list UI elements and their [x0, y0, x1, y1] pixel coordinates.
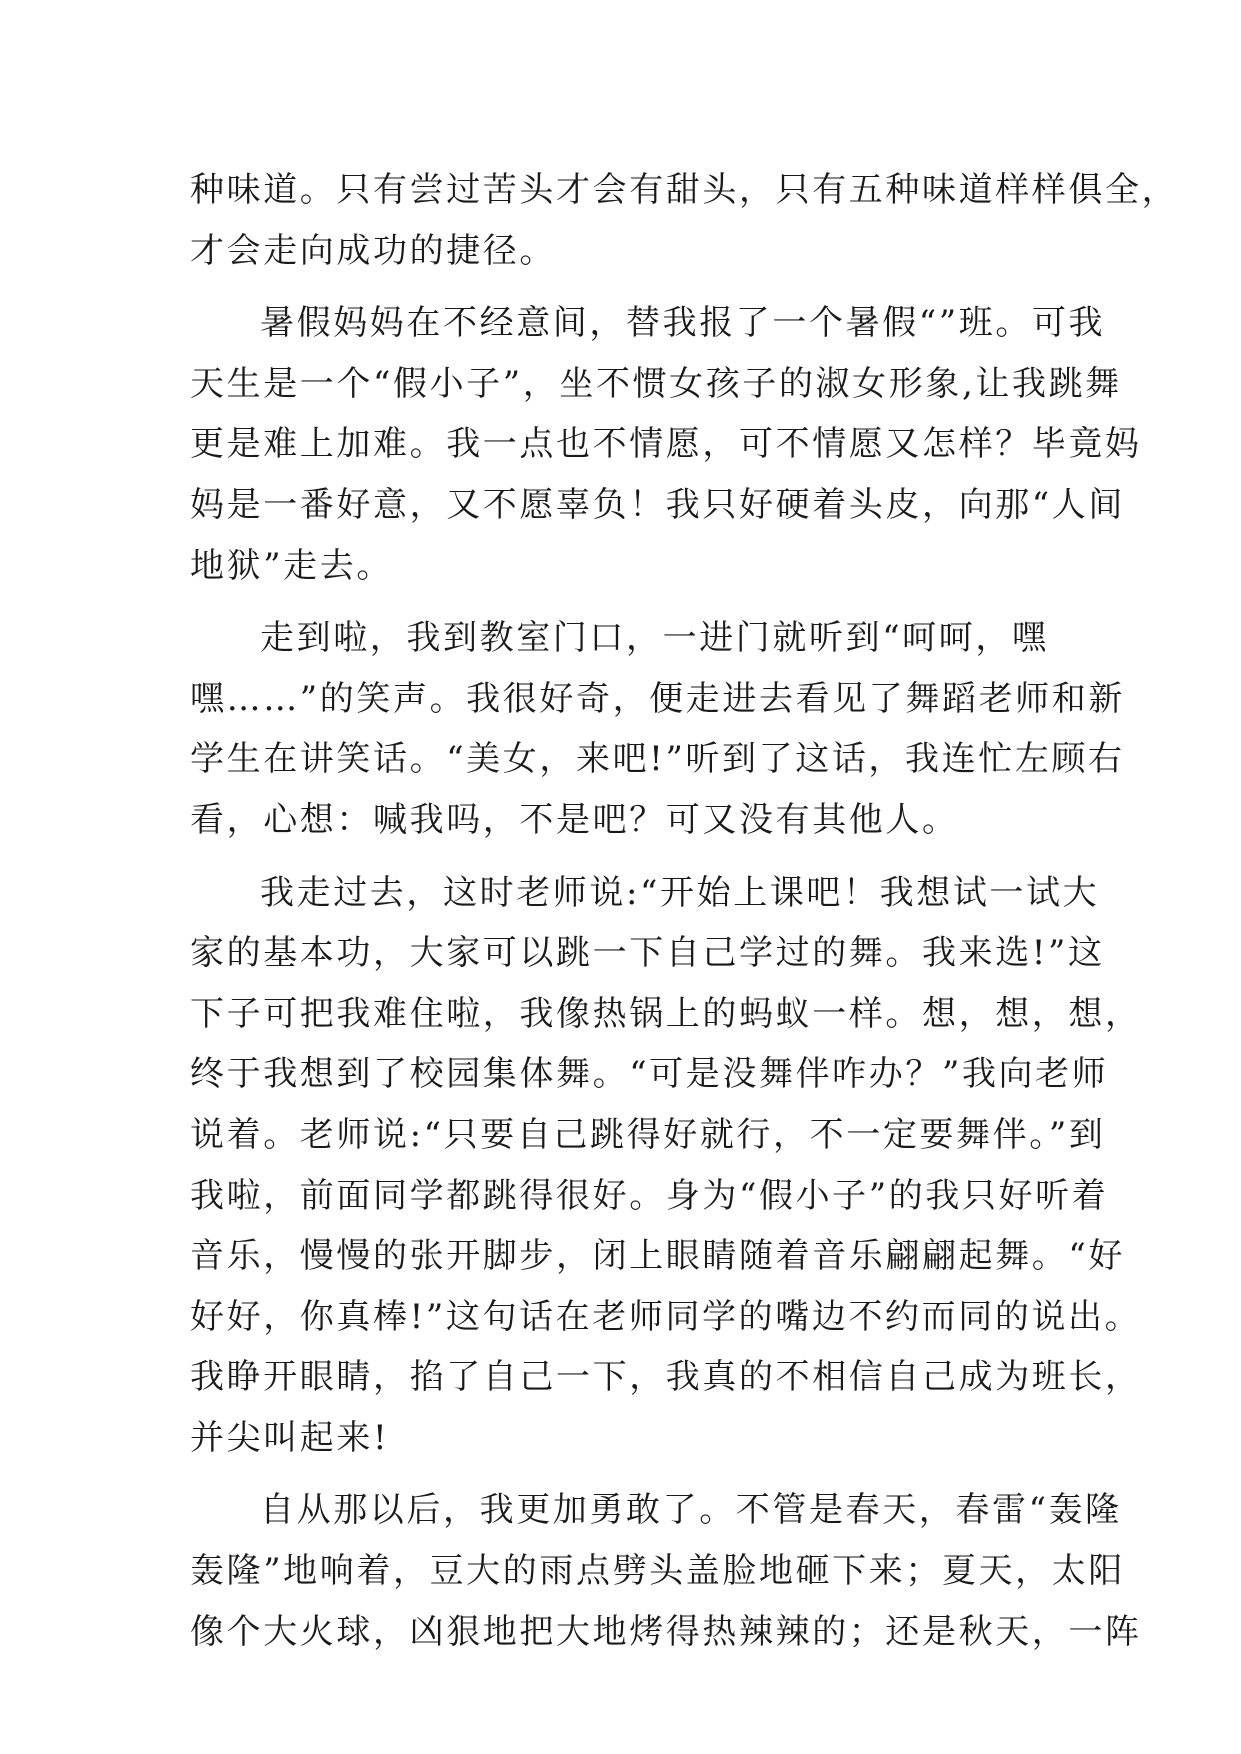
text-line: 家的基本功，大家可以跳一下自己学过的舞。我来选!”这 [190, 933, 1105, 974]
paragraph-gap [190, 281, 1070, 293]
text-line: 看，心想：喊我吗，不是吧？可又没有其他人。 [190, 799, 959, 840]
text-line: 我睁开眼睛，掐了自己一下，我真的不相信自己成为班长， [190, 1357, 1142, 1398]
paragraph-gap [190, 1468, 1070, 1480]
text-line: 音乐，慢慢的张开脚步，闭上眼睛随着音乐翩翩起舞。“好 [190, 1236, 1125, 1277]
text-line: 地狱”走去。 [190, 545, 393, 586]
text-line: 像个大火球，凶狠地把大地烤得热辣辣的；还是秋天，一阵 [190, 1611, 1142, 1652]
text-line: 终于我想到了校园集体舞。“可是没舞伴咋办？”我向老师 [190, 1054, 1109, 1095]
text-line: 嘿……”的笑声。我很好奇，便走进去看见了舞蹈老师和新 [190, 678, 1125, 719]
text-line: 学生在讲笑话。“美女，来吧!”听到了这话，我连忙左顾右 [190, 739, 1125, 780]
text-line: 我啦，前面同学都跳得很好。身为“假小子”的我只好听着 [190, 1175, 1109, 1216]
text-line: 暑假妈妈在不经意间，替我报了一个暑假“”班。可我 [260, 303, 1106, 344]
text-line: 自从那以后，我更加勇敢了。不管是春天，春雷“轰隆 [260, 1490, 1122, 1531]
text-line: 并尖叫起来! [190, 1417, 390, 1458]
text-line: 轰隆”地响着，豆大的雨点劈头盖脸地砸下来；夏天，太阳 [190, 1551, 1125, 1592]
document-body-text [190, 160, 1179, 1662]
paragraph-gap [190, 851, 1070, 863]
paragraph-gap [190, 596, 1070, 608]
text-line: 好好，你真棒!”这句话在老师同学的嘴边不约而同的说出。 [190, 1296, 1142, 1337]
text-line: 说着。老师说:“只要自己跳得好就行，不一定要舞伴。”到 [190, 1114, 1106, 1155]
text-line: 走到啦，我到教室门口，一进门就听到“呵呵，嘿 [260, 618, 1049, 659]
text-line: 妈是一番好意，又不愿辜负！我只好硬着头皮，向那“人间 [190, 484, 1125, 525]
text-line: 下子可把我难住啦，我像热锅上的蚂蚁一样。想，想，想， [190, 993, 1142, 1034]
text-line: 种味道。只有尝过苦头才会有甜头，只有五种味道样样俱全， [190, 170, 1179, 210]
text-line: 才会走向成功的捷径。 [190, 230, 556, 271]
text-line: 更是难上加难。我一点也不情愿，可不情愿又怎样？毕竟妈 [190, 424, 1142, 465]
text-line: 天生是一个“假小子”，坐不惯女孩子的淑女形象,让我跳舞 [190, 363, 1122, 404]
text-line: 我走过去，这时老师说:“开始上课吧！我想试一试大 [260, 872, 1100, 913]
